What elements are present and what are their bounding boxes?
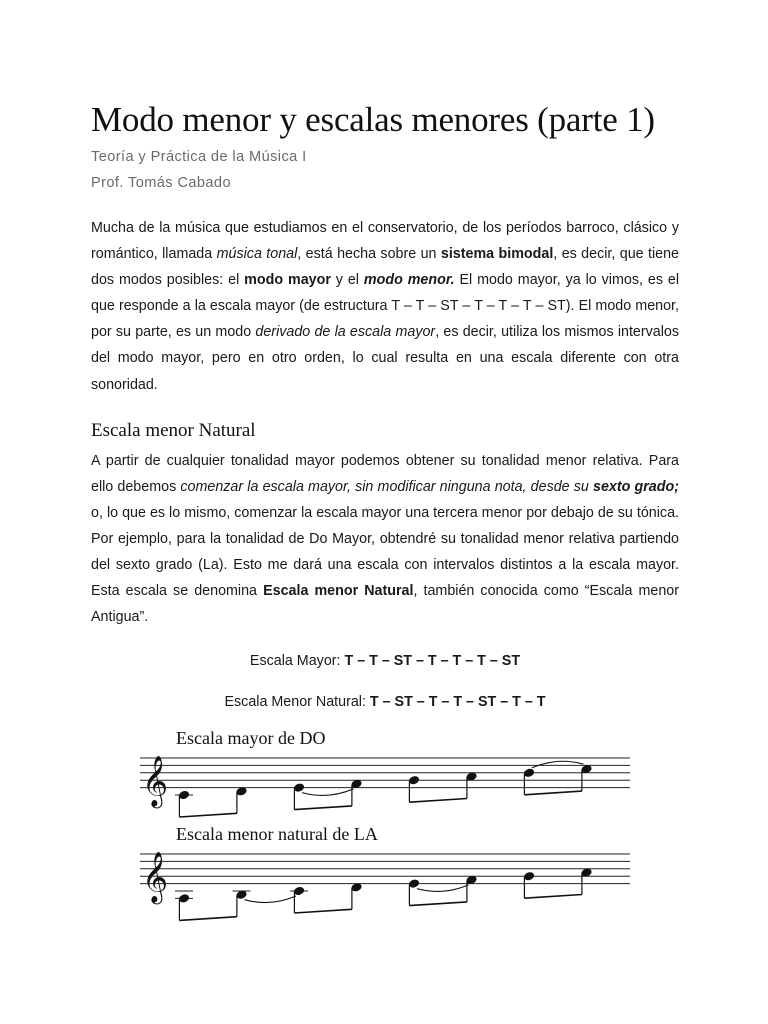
natural-text-3: , también conocida como “Escala menor Antigua”. [91, 583, 679, 626]
intro-bold-minor: modo menor. [363, 272, 455, 289]
major-scale-formula [91, 651, 679, 671]
note-beam [179, 917, 237, 921]
intro-emphasis-tonal: música tonal [216, 246, 298, 263]
semitone-slur [245, 896, 297, 903]
note-beam [524, 895, 582, 899]
note-beam [409, 902, 467, 906]
intro-emphasis-derived: derivado de la escala mayor [255, 324, 436, 341]
major-formula-label: Escala Mayor: [249, 653, 345, 670]
music-score-figure [130, 724, 640, 924]
treble-clef-icon: 𝄞 [142, 756, 169, 806]
note-beam [179, 813, 237, 817]
intro-text-5: El modo mayor, ya lo vimos, es el que responde a la escala mayor (de estructura T – T – ST – T – T – T – ST). El modo menor, por su parte, es un modo [91, 272, 679, 341]
intro-text-1: Mucha de la música que estudiamos en el conservatorio, de los períodos barroco, clásico y romántico, llamada [91, 220, 679, 263]
minor-formula-value: T – ST – T – T – ST – T – T [369, 694, 546, 711]
intro-text-6: , es decir, utiliza los mismos intervalos del modo mayor, pero en otro orden, lo cual resulta en una escala diferente con otra sonoridad. [91, 324, 680, 393]
natural-text-2: o, lo que es lo mismo, comenzar la escala mayor una tercera menor por debajo de su tónica. Por ejemplo, para la tonalidad de Do Mayor, obtendré su tonalidad menor relativa partiendo del sexto grado (La). Esto me dará una escala con intervalos distintos a la escala mayor. Esta escala se denomina [91, 504, 679, 600]
note-beam [294, 806, 352, 810]
natural-bold-sixth: sexto grado; [593, 478, 679, 495]
natural-minor-paragraph [91, 448, 679, 631]
author-name: Prof. Tomás Cabado [91, 175, 231, 191]
staff-caption: Escala menor natural de LA [176, 824, 378, 844]
intro-text-2: , está hecha sobre un [297, 246, 441, 263]
course-name: Teoría y Práctica de la Música I [91, 149, 307, 165]
staff-caption: Escala mayor de DO [176, 728, 326, 748]
intro-paragraph [91, 215, 679, 398]
semitone-slur [532, 761, 584, 768]
natural-bold-scale-name: Escala menor Natural [263, 583, 414, 600]
natural-emphasis: comenzar la escala mayor, sin modificar ninguna nota, desde su [180, 478, 594, 495]
note-beam [294, 909, 352, 913]
semitone-slur [417, 885, 469, 892]
minor-scale-formula [91, 692, 679, 712]
natural-text-1: A partir de cualquier tonalidad mayor podemos obtener su tonalidad menor relativa. Para ello debemos [91, 452, 679, 495]
section-heading: Escala menor Natural [91, 419, 256, 441]
document-page [91, 98, 679, 712]
major-formula-value: T – T – ST – T – T – T – ST [344, 653, 521, 670]
intro-bold-bimodal: sistema bimodal [440, 246, 554, 263]
intro-text-3: , es decir, que tiene dos modos posibles: el [91, 246, 679, 289]
intro-bold-major: modo mayor [244, 272, 331, 289]
document-title: Modo menor y escalas menores (parte 1) [91, 100, 655, 139]
note-beam [409, 799, 467, 803]
intro-text-4: y el [330, 272, 364, 289]
score-svg [130, 724, 640, 924]
minor-formula-label: Escala Menor Natural: [224, 694, 370, 711]
note-beam [524, 791, 582, 795]
treble-clef-icon: 𝄞 [142, 852, 169, 902]
semitone-slur [302, 789, 354, 796]
